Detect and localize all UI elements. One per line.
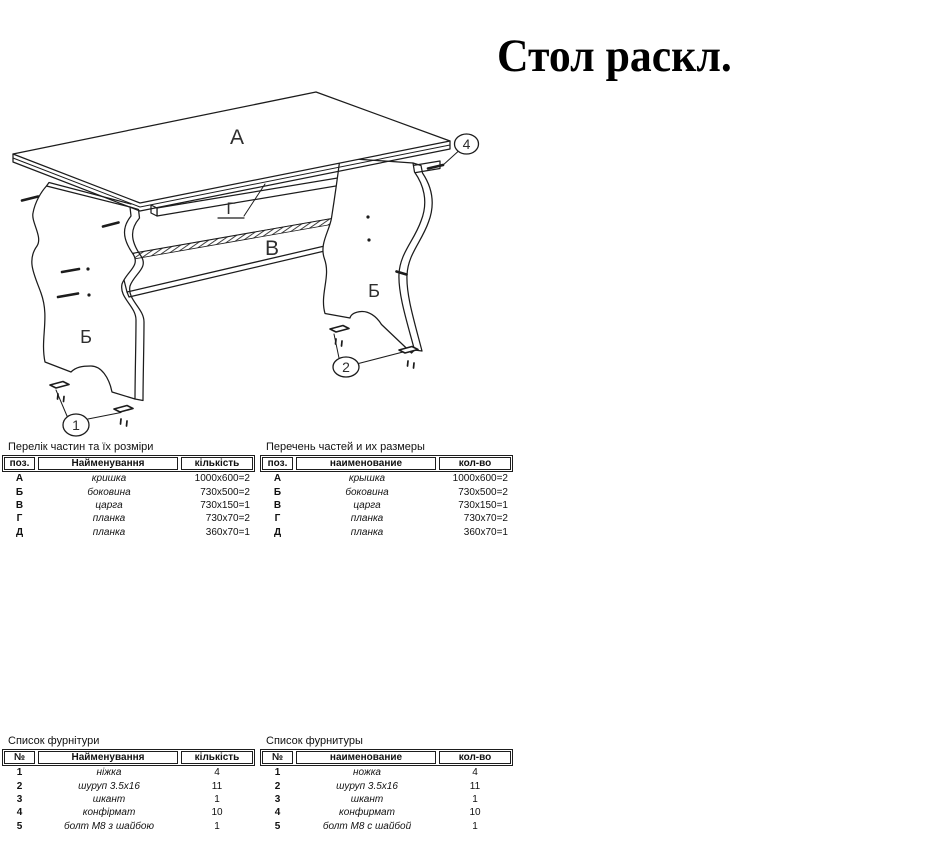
label-rail-G: Г bbox=[226, 199, 236, 218]
assembly-diagram bbox=[0, 0, 540, 450]
table-row: 3 шкант 1 bbox=[274, 793, 478, 805]
hardware-table-ru-header bbox=[260, 749, 513, 766]
hardware-table-ru bbox=[260, 735, 513, 833]
parts-table-ua-header bbox=[2, 455, 255, 472]
table-row: В царга 730x150=1 bbox=[273, 499, 508, 511]
parts-table-ru bbox=[260, 441, 513, 539]
table-row: 2 шуруп 3.5х16 11 bbox=[274, 780, 481, 792]
col-header: кол-во bbox=[439, 457, 511, 470]
table-row: В царга 730x150=1 bbox=[15, 499, 250, 511]
table-row: 1 ніжка 4 bbox=[16, 767, 220, 779]
col-header: Найменування bbox=[38, 457, 178, 470]
table-row: 1 ножка 4 bbox=[274, 767, 478, 779]
hardware-table-ru-title: Список фурнитуры bbox=[266, 735, 363, 747]
hardware-table-ua-title: Список фурнітури bbox=[8, 735, 100, 747]
table-row: Г планка 730x70=2 bbox=[274, 513, 508, 525]
col-header: кількість bbox=[181, 751, 253, 764]
table-row: А крышка 1000x600=2 bbox=[273, 473, 508, 485]
parts-table-ru-header bbox=[260, 455, 513, 472]
col-header: наименование bbox=[296, 751, 436, 764]
table-row: Д планка 360x70=1 bbox=[15, 526, 250, 538]
callout-1-number: 1 bbox=[72, 417, 80, 433]
col-header: № bbox=[262, 751, 293, 764]
parts-table-ua bbox=[2, 441, 255, 539]
col-header: поз. bbox=[4, 457, 35, 470]
parts-table-ua-title: Перелік частин та їх розміри bbox=[8, 441, 154, 453]
table-row: 3 шкант 1 bbox=[16, 793, 220, 805]
table-row: 4 конфирмат 10 bbox=[274, 807, 481, 819]
col-header: кількість bbox=[181, 457, 253, 470]
hardware-table-ua-header bbox=[2, 749, 255, 766]
label-apron-V: В bbox=[264, 237, 280, 260]
label-leg-left-B: Б bbox=[80, 327, 92, 347]
callout-2-number: 2 bbox=[342, 359, 350, 375]
table-row: Г планка 730x70=2 bbox=[16, 513, 250, 525]
parts-table-ru-title: Перечень частей и их размеры bbox=[266, 441, 425, 453]
right-leg bbox=[323, 158, 432, 353]
col-header: № bbox=[4, 751, 35, 764]
apron-panel bbox=[118, 217, 348, 297]
table-row: Б боковина 730x500=2 bbox=[15, 486, 250, 498]
table-row: 4 конфірмат 10 bbox=[16, 807, 223, 819]
table-row: 5 болт М8 с шайбой 1 bbox=[274, 820, 478, 832]
table-row: Д планка 360x70=1 bbox=[273, 526, 508, 538]
col-header: Найменування bbox=[38, 751, 178, 764]
table-row: 2 шуруп 3.5х16 11 bbox=[16, 780, 223, 792]
label-top-A: А bbox=[229, 126, 245, 149]
callout-4-number: 4 bbox=[462, 136, 471, 152]
col-header: кол-во bbox=[439, 751, 511, 764]
col-header: наименование bbox=[296, 457, 436, 470]
page-title: Стол раскл. bbox=[497, 30, 732, 82]
table-row: Б боковина 730x500=2 bbox=[273, 486, 508, 498]
table-row: 5 болт М8 з шайбою 1 bbox=[16, 820, 220, 832]
label-leg-right-B: Б bbox=[368, 281, 380, 301]
table-row: А кришка 1000x600=2 bbox=[15, 473, 250, 485]
hardware-table-ua bbox=[2, 735, 255, 833]
col-header: поз. bbox=[262, 457, 293, 470]
